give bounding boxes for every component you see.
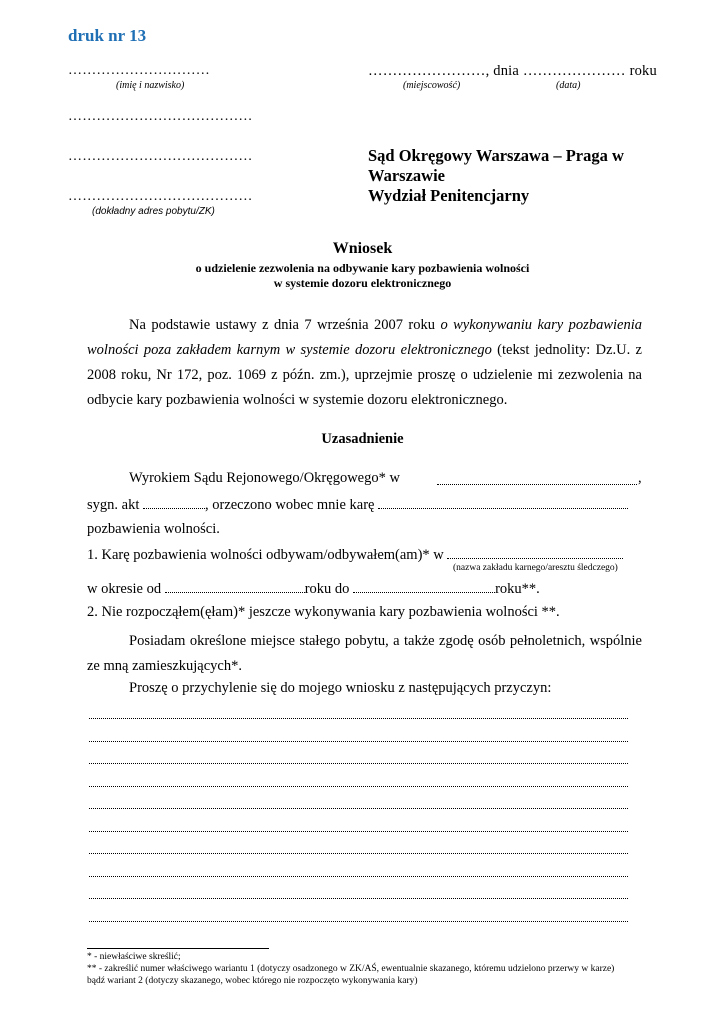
address-field-3[interactable]: ………………………………… bbox=[68, 189, 253, 204]
period-end-field[interactable] bbox=[353, 580, 495, 593]
sygn-mid: , orzeczono wobec mnie karę bbox=[204, 497, 375, 513]
reason-line[interactable] bbox=[89, 808, 628, 809]
footnote-3: bądź wariant 2 (dotyczy skazanego, wobec którego nie rozpoczęto wykonywania kary) bbox=[87, 976, 418, 986]
footnote-2: ** - zakreślić numer właściwego wariantu 1 (dotyczy osadzonego w ZK/AŚ, ewentualnie skazanego, któremu udzielono przerwy w karze) bbox=[87, 964, 615, 974]
verdict-line bbox=[129, 470, 400, 487]
court-address bbox=[368, 146, 668, 206]
court-name: Sąd Okręgowy Warszawa – Praga w Warszawie bbox=[368, 146, 624, 185]
date-caption: (data) bbox=[556, 80, 581, 91]
intro-act-title: o wykonywaniu kary pozbawienia wolności poza zakładem karnym w systemie dozoru elektronicznego bbox=[87, 317, 642, 358]
court-location-field[interactable] bbox=[437, 472, 637, 490]
sygn-prefix: sygn. akt bbox=[87, 497, 140, 513]
verdict-prefix: Wyrokiem Sądu Rejonowego/Okręgowego* w bbox=[129, 470, 400, 486]
verdict-comma: , bbox=[638, 470, 642, 486]
prison-name-field[interactable] bbox=[447, 546, 623, 559]
sentence-field[interactable] bbox=[378, 496, 628, 509]
case-number-field[interactable] bbox=[143, 496, 205, 509]
form-number: druk nr 13 bbox=[68, 26, 147, 45]
period-line bbox=[87, 580, 540, 598]
intro-text-2: (tekst jednolity: Dz.U. z 2008 roku, Nr 172, poz. 1069 z późn. zm.), uprzejmie proszę o udzielenie mi zezwolenia na odbycie kary pozbawienia wolności w systemie dozoru elektronicznego. bbox=[87, 342, 642, 408]
footnote-divider bbox=[87, 948, 269, 949]
sentence-end: pozbawienia wolności. bbox=[87, 521, 220, 537]
reason-line[interactable] bbox=[89, 718, 628, 719]
period-end: roku**. bbox=[495, 581, 540, 597]
justification-heading: Uzasadnienie bbox=[321, 431, 404, 447]
item-1-prefix: 1. Karę pozbawienia wolności odbywam/odbywałem(am)* w bbox=[87, 547, 444, 563]
reason-line[interactable] bbox=[89, 853, 628, 854]
name-field[interactable]: ………………………… bbox=[68, 63, 210, 78]
place-date-field[interactable]: ……………………, dnia ………………… roku bbox=[368, 63, 657, 79]
intro-text-1: Na podstawie ustawy z dnia 7 września 2007 roku bbox=[129, 317, 441, 333]
period-prefix: w okresie od bbox=[87, 581, 162, 597]
residence-text: Posiadam określone miejsce stałego pobytu, a także zgodę osób pełnoletnich, wspólnie ze mną zamieszkujących*. bbox=[87, 633, 642, 674]
document-subtitle-2: w systemie dozoru elektronicznego bbox=[273, 276, 452, 290]
name-caption: (imię i nazwisko) bbox=[116, 80, 185, 91]
sygn-line bbox=[87, 496, 628, 514]
reason-line[interactable] bbox=[89, 786, 628, 787]
prison-caption: (nazwa zakładu karnego/aresztu śledczego) bbox=[453, 563, 618, 573]
place-caption: (miejscowość) bbox=[403, 80, 461, 91]
period-start-field[interactable] bbox=[165, 580, 305, 593]
address-caption: (dokładny adres pobytu/ZK) bbox=[92, 206, 215, 217]
intro-paragraph bbox=[87, 313, 642, 413]
address-field-1[interactable]: ………………………………… bbox=[68, 109, 253, 124]
request-line: Proszę o przychylenie się do mojego wniosku z następujących przyczyn: bbox=[129, 680, 552, 696]
item-1-line bbox=[87, 546, 623, 564]
court-department: Wydział Penitencjarny bbox=[368, 186, 530, 205]
address-field-2[interactable]: ………………………………… bbox=[68, 149, 253, 164]
reason-line[interactable] bbox=[89, 898, 628, 899]
document-subtitle-1: o udzielenie zezwolenia na odbywanie kary pozbawienia wolności bbox=[195, 261, 530, 275]
reason-line[interactable] bbox=[89, 921, 628, 922]
residence-paragraph bbox=[87, 629, 642, 679]
reason-line[interactable] bbox=[89, 876, 628, 877]
item-2: 2. Nie rozpocząłem(ęłam)* jeszcze wykonywania kary pozbawienia wolności **. bbox=[87, 604, 560, 620]
reason-line[interactable] bbox=[89, 763, 628, 764]
reason-line[interactable] bbox=[89, 831, 628, 832]
document-title: Wniosek bbox=[332, 240, 393, 257]
footnote-1: * - niewłaściwe skreślić; bbox=[87, 952, 181, 962]
period-mid: roku do bbox=[304, 581, 350, 597]
reason-line[interactable] bbox=[89, 741, 628, 742]
